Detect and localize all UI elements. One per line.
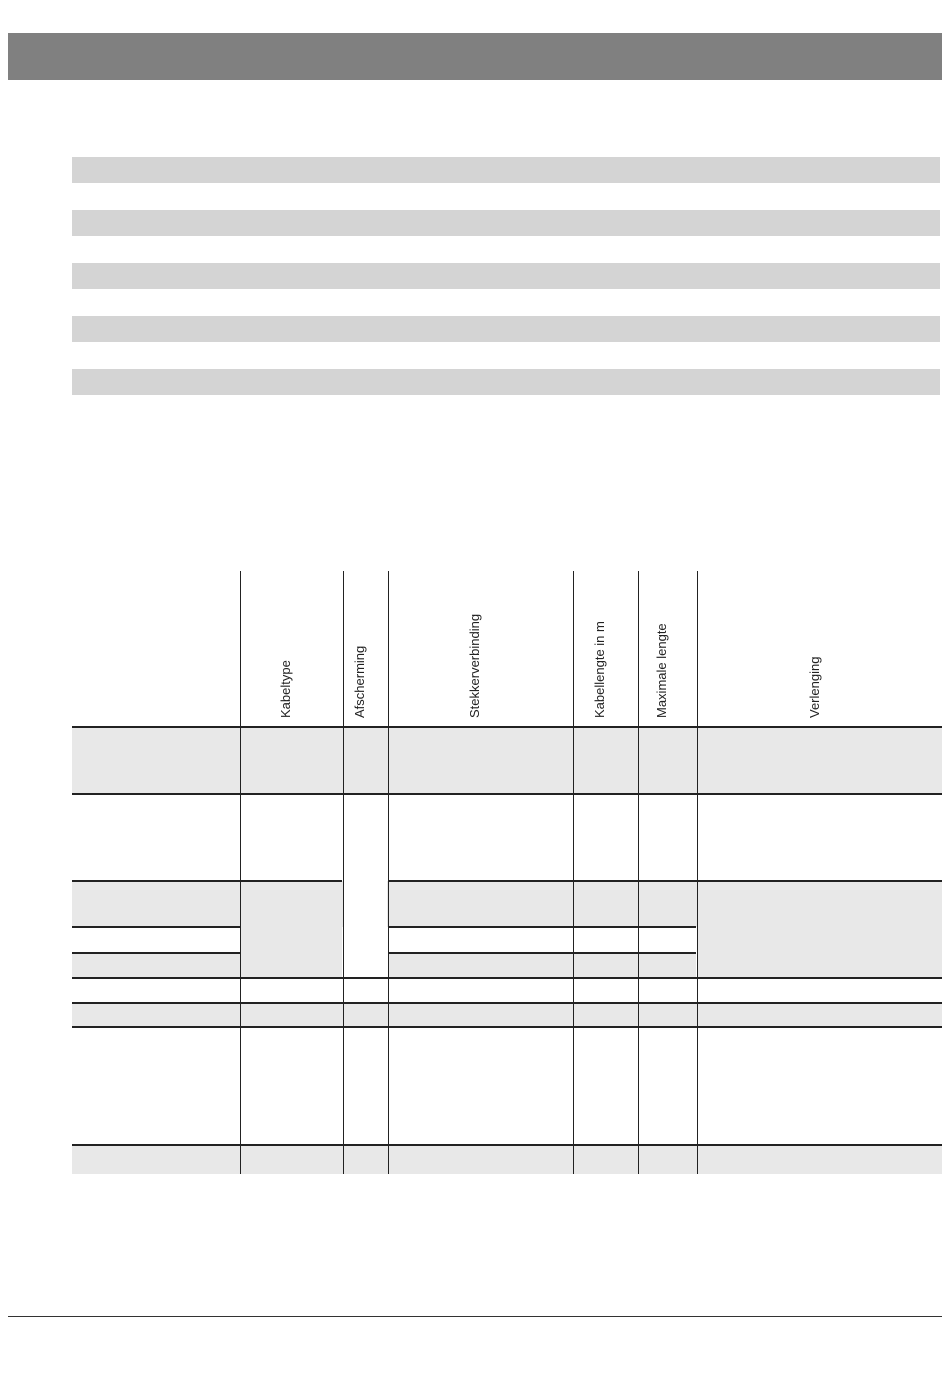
- page-header-band: [8, 33, 942, 80]
- merged-shield-cell: [343, 881, 387, 978]
- row-rule: [72, 926, 240, 928]
- column-header-kabeltype: [240, 571, 343, 726]
- row-rule: [72, 977, 942, 979]
- table-row-shade: [72, 727, 942, 794]
- row-rule: [72, 1002, 942, 1004]
- column-header-label: Verlenging: [806, 656, 822, 718]
- section-bar-3: [72, 263, 940, 289]
- table-row-shade: [72, 881, 942, 927]
- row-rule: [72, 1026, 942, 1028]
- row-rule: [388, 952, 696, 954]
- column-header-kabellengte: [573, 571, 638, 726]
- row-rule: [72, 880, 342, 882]
- section-bar-2: [72, 210, 940, 236]
- table-row-shade: [240, 927, 342, 978]
- table-row-shade: [72, 1145, 942, 1174]
- column-header-afscherming: [343, 571, 388, 726]
- table-header-rule: [72, 726, 942, 728]
- row-rule: [72, 793, 942, 795]
- row-rule: [72, 1144, 942, 1146]
- column-header-label: Kabeltype: [278, 660, 293, 718]
- table-row-shade: [72, 1003, 942, 1027]
- row-rule: [388, 926, 696, 928]
- section-bar-4: [72, 316, 940, 342]
- column-header-label: Maximale lengte: [654, 623, 669, 718]
- section-bar-5: [72, 369, 940, 395]
- column-header-label: Kabellengte in m: [592, 621, 607, 718]
- column-header-maximale-lengte: [638, 571, 697, 726]
- footer-rule: [8, 1316, 942, 1317]
- column-header-label: Stekkerverbinding: [467, 613, 482, 718]
- row-rule: [72, 952, 240, 954]
- row-rule: [388, 880, 942, 882]
- table-row-shade: [697, 927, 942, 978]
- column-header-verlenging: [697, 571, 943, 726]
- table-row-shade: [388, 953, 696, 978]
- section-bar-1: [72, 157, 940, 183]
- column-header-stekkerverbinding: [388, 571, 573, 726]
- column-header-label: Afscherming: [352, 645, 367, 718]
